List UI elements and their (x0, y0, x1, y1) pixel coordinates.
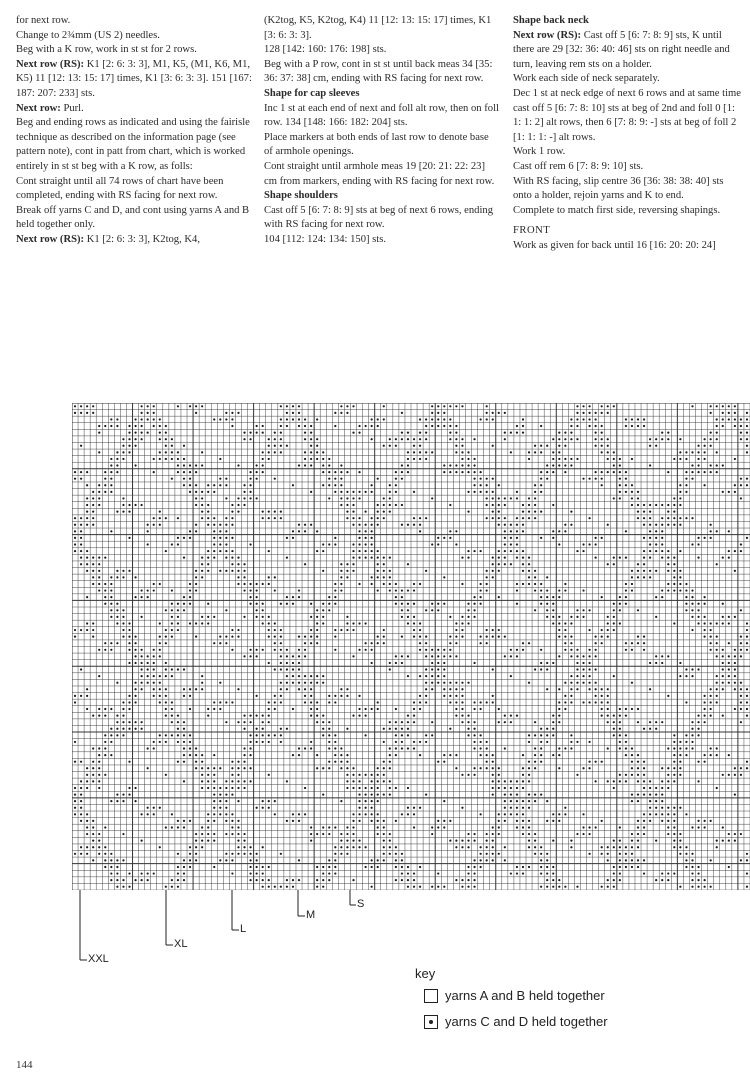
text-column-2 (264, 14, 500, 248)
fairisle-chart (72, 403, 750, 890)
instruction-paragraph (16, 43, 252, 58)
instruction-paragraph (264, 58, 500, 87)
instruction-paragraph (264, 204, 500, 233)
instruction-text: Cast off 5 [6: 7: 8: 9] sts at beg of next 6 rows, ending with RS facing for next row. (264, 204, 494, 231)
size-label-xl: XL (174, 938, 188, 950)
instruction-text: Place markers at both ends of last row to denote base of armhole openings. (264, 131, 489, 158)
instruction-paragraph (513, 175, 745, 204)
instruction-paragraph (513, 239, 745, 254)
text-column-3 (513, 14, 745, 254)
instruction-paragraph (264, 131, 500, 160)
instruction-text: Cast off 5 [6: 7: 8: 9] sts, K until there are 29 [32: 36: 40: 46] sts on right needle and turn, leaving rem sts on a holder. (513, 29, 730, 70)
section-heading: Shape back neck (513, 15, 589, 26)
chart-grid (72, 403, 750, 890)
key-item-dot-label: yarns C and D held together (445, 1014, 608, 1029)
instruction-row-label: Next row (RS): (513, 29, 582, 41)
section-heading: FRONT (513, 225, 551, 237)
instruction-text: Work each side of neck separately. (513, 73, 660, 85)
instruction-paragraph (264, 160, 500, 189)
instruction-text: 104 [112: 124: 134: 150] sts. (264, 233, 387, 245)
instruction-paragraph (513, 145, 745, 160)
instruction-text: Cast off rem 6 [7: 8: 9: 10] sts. (513, 160, 644, 172)
instruction-paragraph (16, 175, 252, 204)
instruction-text: Purl. (60, 102, 84, 114)
instruction-paragraph (16, 204, 252, 233)
section-heading: Shape for cap sleeves (264, 87, 360, 99)
instruction-row-label: Next row: (16, 102, 61, 114)
size-label-m: M (306, 909, 316, 921)
instruction-paragraph (513, 87, 745, 145)
instruction-row-label: Next row (RS): (16, 233, 85, 245)
instruction-paragraph (513, 160, 745, 175)
instruction-paragraph (16, 14, 252, 29)
instruction-text: Inc 1 st at each end of next and foll alt row, then on foll row. 134 [148: 166: 182: 204] sts. (264, 102, 499, 129)
instruction-text: Beg with a P row, cont in st st until back meas 34 [35: 36: 37: 38] cm, ending with RS facing for next row. (264, 58, 493, 85)
instruction-text: Work 1 row. (513, 146, 566, 158)
instruction-text: Cont straight until armhole meas 19 [20: 21: 22: 23] cm from markers, ending with RS facing for next row. (264, 160, 495, 187)
instruction-text: Cont straight until all 74 rows of chart have been completed, ending with RS facing for next row. (16, 175, 224, 202)
instruction-paragraph (513, 204, 745, 219)
text-column-1 (16, 14, 252, 248)
dot-square-icon (424, 1015, 438, 1029)
instruction-text: 128 [142: 160: 176: 198] sts. (264, 44, 387, 56)
instruction-text: Beg and ending rows as indicated and using the fairisle technique as described on the information page (see pattern note), cont in patt from chart, which is worked entirely in st st beg with a K row, as folls: (16, 117, 250, 172)
instruction-paragraph (16, 116, 252, 174)
instruction-paragraph (264, 233, 500, 248)
instruction-text: Complete to match first side, reversing shapings. (513, 204, 721, 216)
instruction-text: for next row. (16, 15, 71, 26)
instruction-paragraph (16, 29, 252, 44)
instruction-text: Break off yarns C and D, and cont using yarns A and B held together only. (16, 204, 250, 231)
instruction-text: K1 [2: 6: 3: 3], K2tog, K4, (84, 233, 200, 245)
instruction-paragraph (513, 72, 745, 87)
instruction-text: With RS facing, slip centre 36 [36: 38: 38: 40] sts onto a holder, rejoin yarns and K to end. (513, 175, 724, 202)
instruction-paragraph (264, 43, 500, 58)
size-label-xxl: XXL (88, 953, 109, 965)
instruction-text: K1 [2: 6: 3: 3], M1, K5, (M1, K6, M1, K5) 11 [12: 13: 15: 17] times, K1 [3: 6: 3: 3]. 151 [167: 187: 207: 233] sts. (16, 58, 252, 99)
page-number: 144 (16, 1059, 33, 1071)
instruction-paragraph (264, 14, 500, 43)
instruction-row-label: Next row (RS): (16, 58, 85, 70)
key-item-dot (424, 1014, 608, 1029)
instruction-paragraph (16, 233, 252, 248)
instruction-paragraph (16, 102, 252, 117)
instruction-paragraph (264, 102, 500, 131)
key-item-empty (424, 988, 605, 1003)
key-item-empty-label: yarns A and B held together (445, 988, 605, 1003)
size-label-s: S (357, 898, 365, 910)
instruction-text: (K2tog, K5, K2tog, K4) 11 [12: 13: 15: 17] times, K1 [3: 6: 3: 3]. (264, 15, 492, 41)
key-title: key (415, 966, 436, 981)
instruction-text: Beg with a K row, work in st st for 2 rows. (16, 44, 197, 56)
instruction-text: Change to 2¾mm (US 2) needles. (16, 29, 160, 41)
section-heading: Shape shoulders (264, 190, 338, 202)
instruction-text: Dec 1 st at neck edge of next 6 rows and at same time cast off 5 [6: 7: 8: 10] sts at beg of 2nd and foll 0 [1: 1: 1: 2] alt rows, then 6 [7: 8: 9: -] sts at beg of foll 2 [1: 1: 1: -] alt rows. (513, 87, 741, 143)
empty-square-icon (424, 989, 438, 1003)
instruction-paragraph (16, 58, 252, 102)
size-label-l: L (240, 923, 247, 935)
instruction-text: Work as given for back until 16 [16: 20: 20: 24] (513, 239, 716, 251)
instruction-paragraph (513, 29, 745, 73)
